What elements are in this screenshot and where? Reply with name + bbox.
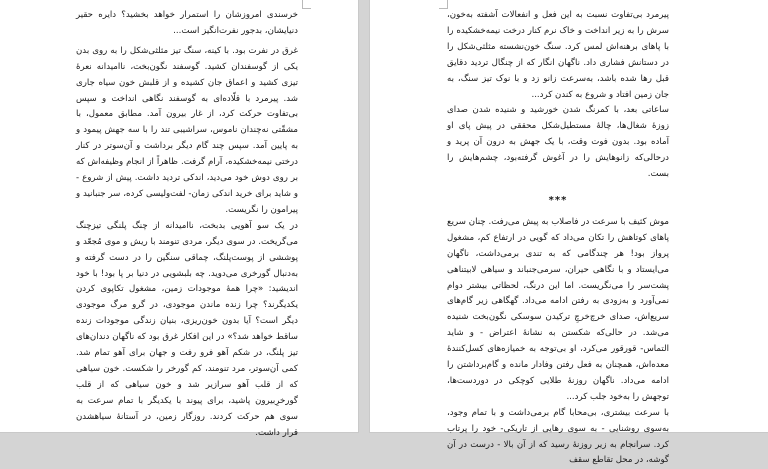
- paragraph: در یک سو آهویی بدبخت، ناامیدانه از چنگ پلنگی تیزچنگ می‌گریخت. در سوی دیگر، مردی تنومند با ریش و موی مُجعّد و پوششی از پوست‌پلنگ، چماقی سنگین را در دست گرفته و به‌دنبال گورخری می‌دوید. چه بلبشویی در دنیا بر پا بود! با خود اندیشید: «چرا همهٔ موجودات زمین، مشغول تکاپوی کردن یکدیگرند؟ چرا زنده ماندن موجودی، در گرو مرگ موجودی دیگر است؟ آیا بدون خون‌ریزی، بنیان زندگی موجودات زنده ساقط خواهد شد؟» در این افکار غرق بود که ناگهان دندان‌های تیز پلنگ، در شکم آهو فرو رفت و جهان برای آهو تمام شد. کمی آن‌سوتر، مرد تنومند، کم گورخر را شکست. خون سیاهی که از قلب آهو سرازیر شد و خون سیاهی که از قلب گورخرِبیرون پاشید، برای پیوند با یکدیگر با تمام سرعت به سوی هم حرکت کردند. روزگار زمین، در آستانهٔ سیاهشدن قرار داشت.: [76, 220, 298, 438]
- paragraph: غرق در نفرت بود. با کینه، سنگ تیز مثلثی‌شکل را به روی بدن یکی از گوسفندان کشید. گوسفند نگون‌بخت، ناامیدانه نعرهٔ تیزی کشید و اعماق جان کشیده و از قلبش خون سیاه جاری شد. پیرمرد با قلّاده‌ای به گوسفند نگاهی انداخت و سپس بی‌تفاوت حرکت کرد، از غار بیرون آمد. مطابق معمول، با مشقّتی نه‌چندان ناموس، سراشیبی تند را با سه جهش پیمود و به پایین آمد. سپس چند گام دیگر برداشت و آن‌سوتر در کنار درختی نیمه‌خشکیده، آرام گرفت. ظاهراً از انجام وظیفه‌اش که بر روی دوش خود می‌دید، اندکی تردید داشت. پیش از شروع - و شاید برای خرید اندکی زمان- لفت‌ولیسی کرده، سر جنبانید و پیرامون را نگریست.: [76, 45, 298, 215]
- left-page-text: [76, 8, 298, 441]
- paragraph: ساعاتی بعد، با کمرنگ شدن خورشید و شنیده شدن صدای زوزهٔ شغال‌ها، چالهٔ مستطیل‌شکل محققی در پیش پای او آماده بود. بدون فوت وقت، با یک جهش به درون آن پرید و درحالی‌که زانوهایش را در آغوش گرفته‌بود، چشم‌هایش را بست.: [447, 105, 669, 180]
- paragraph: خرسندی امروزشان را استمرار خواهد بخشید؟ دایره حقیر دنیایشان، بدجور نفرت‌انگیز است...: [76, 10, 298, 36]
- margin-corner-mark: [302, 0, 311, 9]
- paragraph: پیرمرد بی‌تفاوت نسبت به این فعل و انفعالات آشفته به‌خون، سرش را به زیر انداخت و خاک نرم کنار درخت نیمه‌خشکیده را با پاهای برهنه‌اش لمس کرد. سنگ خون‌نشسته مثلثی‌شکل را در دستانش فشاری داد. ناگهان انگار که از چنگال تردید دقایق قبل رها شده باشد، به‌سرعت زانو زد و با نوک تیز سنگ، به جان زمین افتاد و شروع به کندن کرد...: [447, 10, 669, 100]
- section-separator: ***: [548, 194, 568, 206]
- paragraph: با سرعت بیشتری، بی‌محابا گام برمی‌داشت و با تمام وجود، به‌سوی روشنایی - به سوی رهایی از تاریکی- خود را پرتاب کرد. سرانجام به زیر روزنهٔ رسید که از آن بالا - درست در آن گوشه، در محل تقاطع سقف: [447, 407, 669, 466]
- right-page-text: [447, 8, 669, 469]
- paragraph: موش کثیف با سرعت در فاصلاب به پیش می‌رفت. چنان سریع پاهای کوتاهش را تکان می‌داد که گویی در ارتفاع کم، مشغول پرواز بود! هر چندگامی که به تندی برمی‌داشت، ناگهان می‌ایستاد و با نگاهی حیران، سرمی‌جنباند و سیاهی لابیتناهی پشت‌سر را می‌نگریست. اما این درنگ، لحظاتی بیشتر دوام نمی‌آورد و به‌زودی به رفتن ادامه می‌داد. گهگاهی زیر گام‌های سریع‌اش، صدای خرچ‌خرچِ ترکیدن سوسکی نگون‌بخت شنیده می‌شد. در حالی‌که شکستن به نشانهٔ اعتراض - و شاید التماس- قورقور می‌کرد، او بی‌توجه به خمیازه‌های کسل‌کنندهٔ معده‌اش، همچنان به فعل رفتن وفادار مانده و گام‌برداشتن را ادامه می‌داد. ناگهان روزنهٔ طلایی کوچکی در دوردست‌ها، توجهش را به‌خود جلب کرد...: [447, 216, 669, 402]
